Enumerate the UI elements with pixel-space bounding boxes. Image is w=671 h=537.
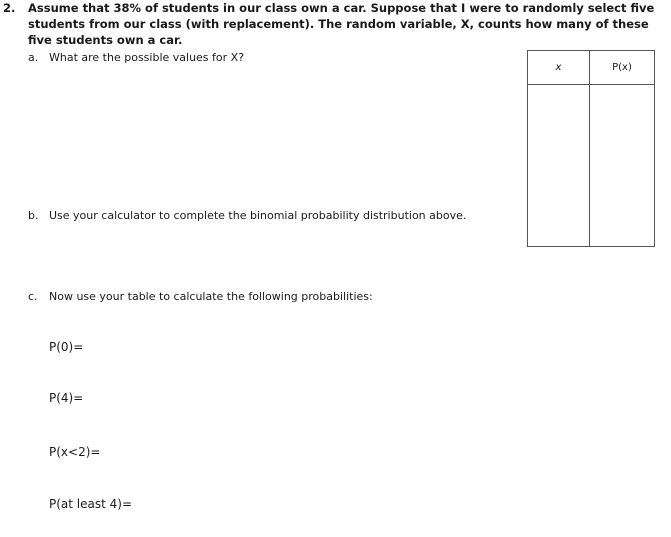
table-header-row [528,51,655,85]
part-a-text: What are the possible values for X? [49,51,245,64]
part-c-text: Now use your table to calculate the following probabilities: [49,290,373,303]
prob-at-least-4: P(at least 4)= [49,497,133,511]
part-a-letter: a. [28,51,39,64]
part-b-letter: b. [28,209,39,222]
question-number: 2. [3,1,16,15]
prob-p4: P(4)= [49,391,84,405]
table-header-x: x [528,51,590,85]
part-c-letter: c. [28,290,38,303]
table-row [528,85,655,247]
table-header-px: P(x) [590,51,655,85]
prob-p0: P(0)= [49,340,84,354]
table-cell-px[interactable] [590,85,655,247]
question-text: Assume that 38% of students in our class own a car. Suppose that I were to randomly select five students from our class (with replacement). The random variable, X, counts how many of these five students own a car. [28,1,655,47]
part-b-text: Use your calculator to complete the binomial probability distribution above. [49,209,467,222]
prob-x-less-2: P(x<2)= [49,445,101,459]
table-cell-x[interactable] [528,85,590,247]
probability-distribution-table [527,50,655,247]
